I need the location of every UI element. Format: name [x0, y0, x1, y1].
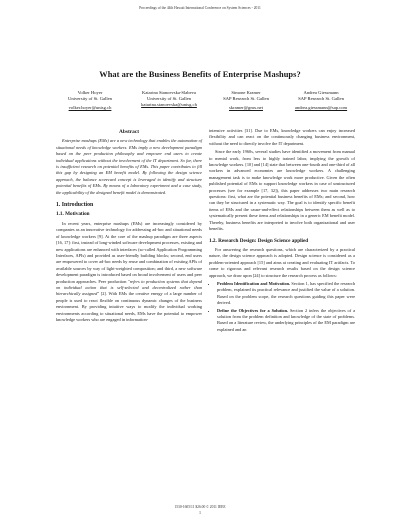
author-affiliation: SAP Research St. Gallen: [298, 96, 344, 101]
abstract-heading: Abstract: [118, 129, 140, 135]
author-email[interactable]: volker.hoyer@unisg.ch: [68, 105, 112, 110]
subsection-heading-motivation: 1.1. Motivation: [56, 211, 90, 218]
author-block-4: [283, 90, 359, 111]
body-paragraph: Since the early 1960s, several studies have identified a movement from manual to mental work, from less to highly trained labor, implying the growth of knowledge workers. [10] and [14] state that between one-fourth and one-third of all workers in advanced economies are knowledge workers. A challenging management task is to make knowledge work more productive. Given the often published potential of EMs to support knowledge workers in case of unstructured processes (see for example [17, 32]), this paper addresses two main research questions: first, what are the potential business benefits of EMs; and second, how can they be structured in a systematic way. The goal is to identify specific benefit items of EMs and the cause-and-effect relationships between them as well as to systematically present these items and relationships in a generic EM benefit model. Thereby, business benefits are interpreted to involve both organizational and user benefits.: [209, 149, 355, 232]
abstract-text: Enterprise mashups (EMs) are a new technology that enables the automation of situational needs of knowledge workers. EMs imply a new development paradigm based on the peer production philosophy and empower end users to create individual applications without the involvement of the IT department. So far, there is insufficient research on potential benefits of EMs. This paper contributes to fill this gap by designing an EM benefit model. By following the design science approach, the balance scorecard concept is leveraged to identify and structure potential benefits of EMs. By means of a laboratory experiment and a case study, the applicability of the designed benefit model is demonstrated.: [56, 138, 202, 195]
author-name: Katarina Stanoevska-Slabeva: [142, 90, 196, 95]
author-affiliation: University of St. Gallen: [147, 96, 191, 101]
author-name: Simone Kramer: [231, 90, 261, 95]
subsection-heading-research-design: 1.2. Research Design: Design Science applied: [209, 237, 309, 244]
list-item-text: Section 2 infers the objectives of a solution from the problem definition and knowledge of the state of problems. Based on a literature review, the underlying principles of the EM paradigm are explained and an: [217, 307, 356, 332]
section-heading-introduction: 1. Introduction: [56, 202, 94, 209]
paragraph-text: In recent years, enterprise mashups (EMs) are increasingly considered by companies as an innovative technology for addressing ad-hoc and situational needs of knowledge workers [9]. At the core of the mashup paradigm are three aspects [16, 17]: first, instead of long-winded software development processes, existing and new applications are enhanced with interfaces (so-called Application Programming Interfaces, APIs) and provided as user-friendly building blocks; second, end users are empowered to cover ad-hoc needs by reuse and combination of existing APIs of available sources by way of light-weighted composition; and third, a new software development paradigm is introduced based on broad involvement of users and peer production approaches. Peer production: [56, 220, 202, 284]
paper-title: What are the Business Benefits of Enterprise Mashups?: [99, 70, 301, 79]
author-name: Volker Hoyer: [77, 90, 103, 95]
author-email[interactable]: skramer@gmx.net: [229, 105, 263, 110]
list-item-heading: Problem Identification and Motivation.: [217, 280, 291, 286]
page-footer: [0, 505, 400, 515]
body-paragraph: For answering the research questions, which are characterized by a practical nature, the design science approach is adopted. Design science is considered as a problem-oriented approach [15] and aims at creating and evaluating IT artifacts. To come to rigorous and relevant research results based on the design science approach, we draw upon [24] to structure the research process as follows:: [209, 246, 355, 278]
author-block-2: [132, 90, 206, 108]
list-item-text: Section 1, has specified the research problem, explained its practical relevance and justified the value of a solution. Based on the problem scope, the research questions guiding this paper were derived.: [217, 280, 355, 306]
author-affiliation: University of St. Gallen: [68, 96, 112, 101]
quotation: "refers to production systems that depend on individual action that is self-selected and decentralized rather than hierarchically assigned": [56, 278, 202, 297]
right-column: [209, 128, 355, 334]
author-name: Andrea Giessmann: [303, 90, 339, 95]
author-block-3: [214, 90, 278, 111]
author-block-1: [58, 90, 122, 111]
body-paragraph: [56, 221, 202, 324]
list-item-heading: Define the Objectives for a Solution.: [217, 307, 289, 313]
author-email[interactable]: andrea.giessmann@sap.com: [294, 105, 348, 110]
body-paragraph: intensive activities [31]. Due to EMs, knowledge workers can enjoy increased flexibility and can react on the continuously changing business environment, without the need to directly involve the IT department.: [209, 128, 355, 146]
left-column: [56, 128, 202, 325]
page-number: 1: [199, 510, 201, 515]
list-item: [217, 281, 355, 307]
paragraph-text: [2]. With EMs the creative energy of a large number of people is used to react flexible on continuous dynamic changes of the business environment. By providing intuitive ways to modify the individual working environments according to situational needs, EMs have the potential to empower knowledge workers who are engaged in information-: [56, 291, 203, 322]
author-email[interactable]: katarina.stanoevska@unisg.ch: [141, 102, 197, 107]
author-affiliation: SAP Research St. Gallen: [223, 96, 269, 101]
proceedings-header: Proceedings of the 44th Hawaii International Conference on System Sciences - 2011: [139, 6, 261, 10]
list-item: [217, 308, 355, 334]
process-list: [209, 281, 355, 333]
footer-copyright: 1530-1605/11 $26.00 © 2011 IEEE: [174, 505, 226, 509]
